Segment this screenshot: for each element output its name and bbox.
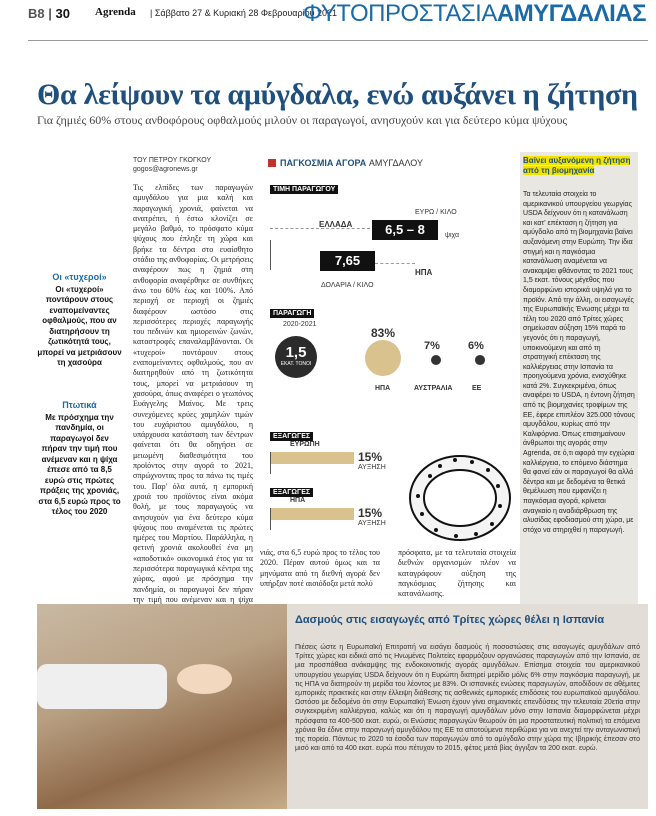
pull-quote-text: Με πρόσχημα την πανδημία, οι παραγωγοί δεν πήραν την τιμή που ανέμεναν και η ψίχα έπεσε από τα 8,5 ευρώ στις πρώτες πράξεις της χρονιάς, στα 6,5 ευρώ προς το τέλος του 2020 — [38, 412, 121, 516]
greece-unit: ΕΥΡΩ / ΚΙΛΟ — [415, 209, 457, 216]
exports-bar — [270, 508, 354, 520]
exports-axis — [270, 452, 271, 474]
exports-note: ΑΥΞΗΣΗ — [358, 464, 386, 471]
exports-value: 15% — [358, 450, 383, 464]
share-name: ΗΠΑ — [375, 385, 391, 392]
article-column-continued: νιάς, στα 6,5 ευρώ προς το τέλος του 2020. Πέραν αυτού όμως και τα μηνύματα από τη διεθνή αγορά δεν υπήρξαν ποτέ αισιόδοξα μετά πολύ — [260, 548, 380, 588]
pull-quote-title: Πτωτικά — [62, 400, 97, 410]
author-email: gogos@agronews.gr — [133, 166, 198, 173]
price-axis — [270, 240, 500, 270]
greece-label: ΕΛΛΑΔΑ — [319, 220, 353, 229]
sidebox-title: Βαίνει αυξανόμενη η ζήτηση από τη βιομηχανία — [523, 156, 631, 175]
share-circle — [475, 355, 485, 365]
bottom-title: Δασμούς στις εισαγωγές από Τρίτες χώρες θέλει η Ισπανία — [295, 614, 605, 626]
price-label: ΤΙΜΗ ΠΑΡΑΓΩΓΟΥ — [270, 185, 338, 194]
hand-shape — [177, 664, 232, 694]
greece-price: 6,5 – 8 — [372, 220, 438, 240]
pull-quote — [37, 400, 122, 518]
pull-quote-title: Οι «τυχεροί» — [52, 272, 107, 282]
article-column-continued-2: πρόσφατα, με τα τελευταία στοιχεία διεθνών οργανισμών πλέον να καταγράφουν αύξηση της παγκόσμιας ζήτησης και κατανάλωσης. — [398, 548, 516, 599]
red-square-icon — [268, 159, 276, 167]
almond-inner-shape — [424, 470, 496, 526]
dashed-line — [375, 263, 415, 264]
author — [133, 156, 211, 174]
exports-label: ΕΞΑΓΩΓΕΣ — [270, 432, 313, 441]
exports-region: ΕΥΡΩΠΗ — [290, 441, 320, 448]
infographic-title: ΠΑΓΚΟΣΜΙΑ ΑΓΟΡΑ ΑΜΥΓΔΑΛΟΥ — [268, 158, 423, 168]
issue-date: | Σάββατο 27 & Κυριακή 28 Φεβρουαρίου 2021 — [150, 8, 338, 18]
exports-region: ΗΠΑ — [290, 497, 306, 504]
share-value: 6% — [468, 340, 484, 352]
pull-quote — [37, 272, 122, 369]
usa-price: 7,65 — [320, 251, 375, 271]
exports-axis — [270, 508, 271, 530]
exports-value: 15% — [358, 506, 383, 520]
section-title: ΦΥΤΟΠΡΟΣΤΑΣΙΑΑΜΥΓΔΑΛΙΑΣ — [302, 0, 646, 27]
sleeve-shape — [37, 664, 167, 709]
usa-unit: ΔΟΛΑΡΙΑ / ΚΙΛΟ — [321, 282, 374, 289]
production-unit: ΕΚΑΤ. ΤΟΝΟΙ — [280, 361, 312, 367]
almonds-photo — [37, 604, 287, 809]
share-name: ΕΕ — [472, 385, 482, 392]
sidebox-text: Τα τελευταία στοιχεία το αμερικανικού υπουργείου γεωργίας USDA δείχνουν ότι η κατανάλωση και κατ' επέκταση η ζήτηση για αμύγδαλο από τη βιομηχανία βαίνει αυξανόμενη στην Ευρώπη. Την ίδια στιγμή και η παγκόσμια κατανάλωση αναμένεται να ανακαμψει φθάνοντας το 2021 τους 1,5 εκατ. τόνους μέγεθος που διαμορφώνει ιστορικά υψηλά για το προϊόν. Από την άλλη, οι εισαγωγές της Ευρωπαϊκής Ένωσης μέχρι τα τέλη του 2020 από Τρίτες χώρες σημείωσαν αύξηση 15% παρά το γεγονός ότι η παραγωγή, υποκινούμενη και από τη στρατηγική επέκταση της καλλιέργειας στην Ισπανία τα προηγούμενα χρόνια, ενισχύθηκε κατά 2%. Συγκεκριμένα, όπως αναφέρει το USDA, η έντονη ζήτηση από τις βιομηχανίες τροφίμων της ΕΕ, έφερε επιπλέον 325.000 τόνους αμυγδάλου, κυρίως από την Καλιφόρνια. Όπως επισημαίνουν άνθρωποι της αγοράς στην Agrenda, σε ό,τι αφορά την εγχώρια καλλιέργεια, το επόμενο διάστημα θα φανεί εάν οι παραγωγοί θα αλλά δέντρα και με δεδομένα τα θετικά θεμέλιωση που εμφανίζει η παγκόσμια αγορά, κρίνεται αναγκαίο η αναδιάρθρωση της αλυσίδας εφοδιασμού στη χώρα, με στόχο να στηριχθεί η παραγωγή. — [523, 191, 635, 534]
bottom-text: Πιέσεις ώστε η Ευρωπαϊκή Επιτροπή να εισάγει δασμούς ή ποσοστώσεις στις εισαγωγές αμυγδάλων από Τρίτες χώρες και ειδικά από τις Ηνωμένες Πολιτείες εφαρμόζουν οργανώσεις παραγωγών από την Ισπανία, σε μια προσπάθεια ανάκαμψης της ενδοκοινοτικής αγοράς αμυγδάλων. Επίσημα στοιχεία του αμερικανικού υπουργείου γεωργίας USDA δείχνουν ότι η Ευρώπη διατηρεί μερίδιο μόλις 6% στην παγκόσμια παραγωγή, με τις ΗΠΑ να διατηρούν τη μερίδα του λέοντος με 83%. Οι ισπανικές ενώσεις παραγωγών, αποδίδουν σε αθέμιτες εμπορικές πρακτικές και στην έλλειψη διάθεσης τις ασθενικές εμπορικές επιδόσεις του ευρωπαϊκού αμυγδάλου. Ωστόσο με δεδομένο ότι στην Ευρωπαϊκή Ένωση έχουν γίνει σημαντικές επενδύσεις την τελευταία 20ετία στην συγκεκριμένη καλλιέργεια, καλώς και ότι η παραγωγή αμυγδάλων μόνο στην Ισπανία διαμορφώνεται μέχρι πρόσφατα τα 400-500 εκατ. ευρώ, οι Ενώσεις παραγωγών θεωρούν ότι μια προστατευτική πολιτική τα επόμενα χρόνια θα έδινε στην παραγωγή αμυγδάλου της ΕΕ τα αποτούμενα περιθώρια για να ανεχτεί την ανταγωνιστική της πορεία. Πάντως το 2020 τα έσοδα των παραγωγών από το αμύγδαλο στην χώρα της Ιβηρικής έπεσαν στο μισό και από τα 400 εκατ. ευρώ που πέτυχαν το 2015, φέτος μετά βίας άγγιξαν τα 200 εκατ. ευρώ. — [295, 644, 640, 753]
share-value: 7% — [424, 340, 440, 352]
greece-note: ψιχα — [445, 232, 460, 239]
exports-note: ΑΥΞΗΣΗ — [358, 520, 386, 527]
page-number: B8 | 30 — [28, 6, 70, 21]
exports-bar — [270, 452, 354, 464]
share-circle — [365, 340, 401, 376]
author-name: ΤΟΥ ΠΕΤΡΟΥ ΓΚΟΓΚΟΥ — [133, 157, 212, 164]
share-name: ΑΥΣΤΡΑΛΙΑ — [414, 385, 453, 392]
almond-illustration — [400, 436, 520, 556]
article-column: Τις ελπίδες των παραγωγών αμυγδάλου για μια καλή και παραγωγική χρονιά, φαίνεται να ανατρέπει, ή έστω κλονίζει σε μεγάλο βαθμό, το πρόσφατο κύμα ψύχους που έπληξε τη χώρα και βρήκε τα δέντρα στο ευαίσθητο στάδιο της ανθοφορίας. Οι μετρήσεις αναφέρουν πως η ζημιά στη ανθοφορία αναφέρθηκε σε συνθήκες άνω του 60% έως και 100%. Από περιοχή σε περιοχή οι ζημιές διαφέρουν ωστόσο στις περισσότερες περιοχές παραγωγής του πεδινών και ημιορεινών ζωνών, καταστροφές επαναλαμβάνονται. Οι «τυχεροί» ποντάρουν στους εναπομείναντες οφθαλμούς, που αν διατηρηθούν από τη ζωτικότητα τους, μπορεί να μετριάσουν τη χασούρα, όπως αναφέρει ο γεωπόνος Ευάγγελης Μαίνος. Με τρεις συνεχόμενες κρύες χαμηλών τιμών του ευχάριστου αμυγδάλου, η υπάρχουσα κατάσταση των δέντρων φαίνεται ότι θα οδηγήσει σε μειωμένη διαθεσιμότητα του προϊόντος στην αγορά το 2021, σπρώχνοντας προς τα πάνω τις τιμές του. Παρ' όλα αυτά, η εμπορική χροιά του προϊόντος είναι ακόμα θολή, με τους παραγωγούς να ανησυχούν για ένα δεύτερο κύμα ψύχους που αναμένεται τις πρώτες ημέρες του Μαρτίου. Παράλληλα, η φετινή χρονιά ακολουθεί ένα μη «αποδοτικό» οικονομικά έτος για τα περισσότερα παραγωγικά κέντρα της χώρας, αφού με πρόσχημα την πανδημία, οι παραγωγοί δεν πήραν την τιμή που ανέμεναν και η ψίχα — [133, 183, 253, 604]
header-rule — [28, 40, 648, 41]
brand-name: Agrenda — [95, 6, 136, 18]
pull-quote-text: Οι «τυχεροί» ποντάρουν στους εναπομείναντες οφθαλμούς, που αν διατηρήσουν τη ζωτικότητά τους, μπορεί να μετριάσουν τη χασούρα — [37, 284, 122, 367]
article-subtitle: Για ζημιές 60% στους ανθοφόρους οφθαλμούς μιλούν οι παραγωγοί, ανησυχούν και για δεύτερο κύμα ψύχους — [37, 113, 568, 127]
usa-label: ΗΠΑ — [415, 268, 433, 277]
article-title: Θα λείψουν τα αμύγδαλα, ενώ αυξάνει η ζήτηση — [37, 78, 638, 111]
production-period: 2020-2021 — [283, 321, 317, 328]
production-value: 1,5 — [285, 344, 307, 361]
share-value: 83% — [371, 326, 396, 340]
exports-label: ΕΞΑΓΩΓΕΣ — [270, 488, 313, 497]
share-circle — [431, 355, 442, 366]
production-circle — [275, 336, 317, 378]
production-label: ΠΑΡΑΓΩΓΗ — [270, 309, 314, 318]
dashed-line — [270, 228, 370, 229]
